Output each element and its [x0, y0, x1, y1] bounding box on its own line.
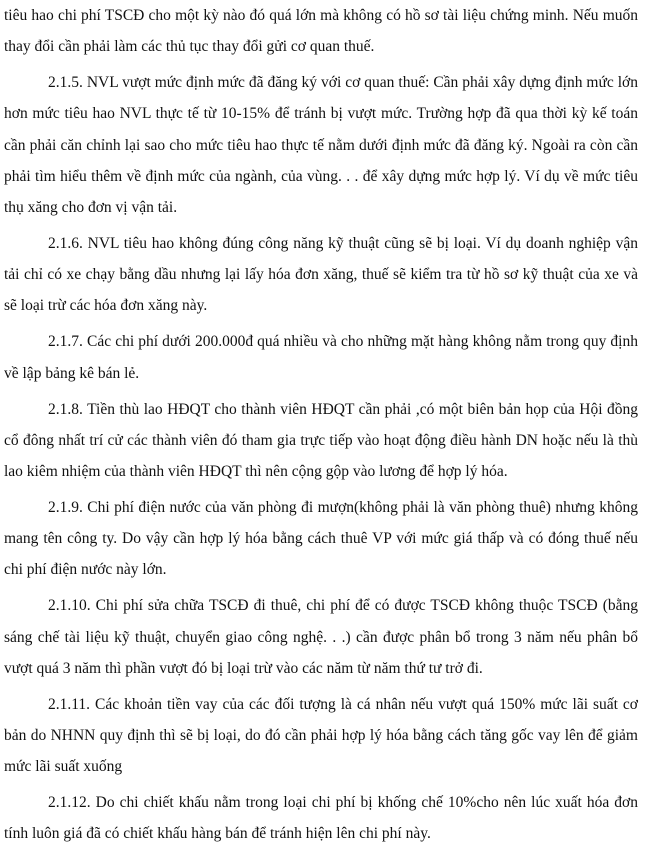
paragraph-2-1-9: 2.1.9. Chi phí điện nước của văn phòng đi mượn(không phải là văn phòng thuê) nhưng không mang tên công ty. Do vậy cần hợp lý hóa bằng cách thuê VP với mức giá thấp và có đóng thuế nếu chi phí điện nước này lớn. [4, 499, 638, 579]
paragraph-2-1-6: 2.1.6. NVL tiêu hao không đúng công năng kỹ thuật cũng sẽ bị loại. Ví dụ doanh nghiệp vận tải chỉ có xe chạy bằng dầu nhưng lại lấy hóa đơn xăng, thuế sẽ kiểm tra từ hồ sơ kỹ thuật của xe và sẽ loại trừ các hóa đơn xăng này. [4, 235, 638, 315]
paragraph-2-1-12: 2.1.12. Do chi chiết khấu nằm trong loại chi phí bị khống chế 10%cho nên lúc xuất hóa đơn tính luôn giá đã có chiết khấu hàng bán để tránh hiện lên chi phí này. [4, 794, 638, 843]
paragraph-2-1-5: 2.1.5. NVL vượt mức định mức đã đăng ký với cơ quan thuế: Cần phải xây dựng định mức lớn hơn mức tiêu hao NVL thực tế từ 10-15% để tránh bị vượt mức. Trường hợp đã qua thời kỳ kế toán cần phải căn chỉnh lại sao cho mức tiêu hao thực tế nằm dưới định mức đã đăng ký. Ngoài ra còn cần phải tìm hiểu thêm về định mức của ngành, của vùng. . . để xây dựng mức hợp lý. Ví dụ về mức tiêu thụ xăng cho đơn vị vận tải. [4, 74, 638, 217]
paragraph-2-1-8: 2.1.8. Tiền thù lao HĐQT cho thành viên HĐQT cần phải ,có một biên bản họp của Hội đồng cổ đông nhất trí cử các thành viên đó tham gia trực tiếp vào hoạt động điều hành DN hoặc nếu là thù lao kiêm nhiệm của thành viên HĐQT thì nên cộng gộp vào lương để hợp lý hóa. [4, 400, 638, 481]
paragraph-2-1-7: 2.1.7. Các chi phí dưới 200.000đ quá nhiều và cho những mặt hàng không nằm trong quy định về lập bảng kê bán lẻ. [4, 333, 638, 382]
paragraph-2-1-10: 2.1.10. Chi phí sửa chữa TSCĐ đi thuê, chi phí để có được TSCĐ không thuộc TSCĐ (bằng sáng chế tài liệu kỹ thuật, chuyển giao công nghệ. . .) cần được phân bổ trong 3 năm nếu phân bổ vượt quá 3 năm thì phần vượt đó bị loại trừ vào các năm từ năm thứ tư trở đi. [4, 597, 638, 677]
paragraph-2-1-11: 2.1.11. Các khoản tiền vay của các đối tượng là cá nhân nếu vượt quá 150% mức lãi suất cơ bản do NHNN quy định thì sẽ bị loại, do đó cần phải hợp lý hóa bằng cách tăng gốc vay lên để giảm mức lãi suất xuống [4, 695, 638, 776]
paragraph-continuation: tiêu hao chi phí TSCĐ cho một kỳ nào đó quá lớn mà không có hồ sơ tài liệu chứng minh. Nếu muốn thay đổi cần phải làm các thủ tục thay đổi gửi cơ quan thuế. [4, 7, 638, 56]
document-page [4, 0, 638, 854]
